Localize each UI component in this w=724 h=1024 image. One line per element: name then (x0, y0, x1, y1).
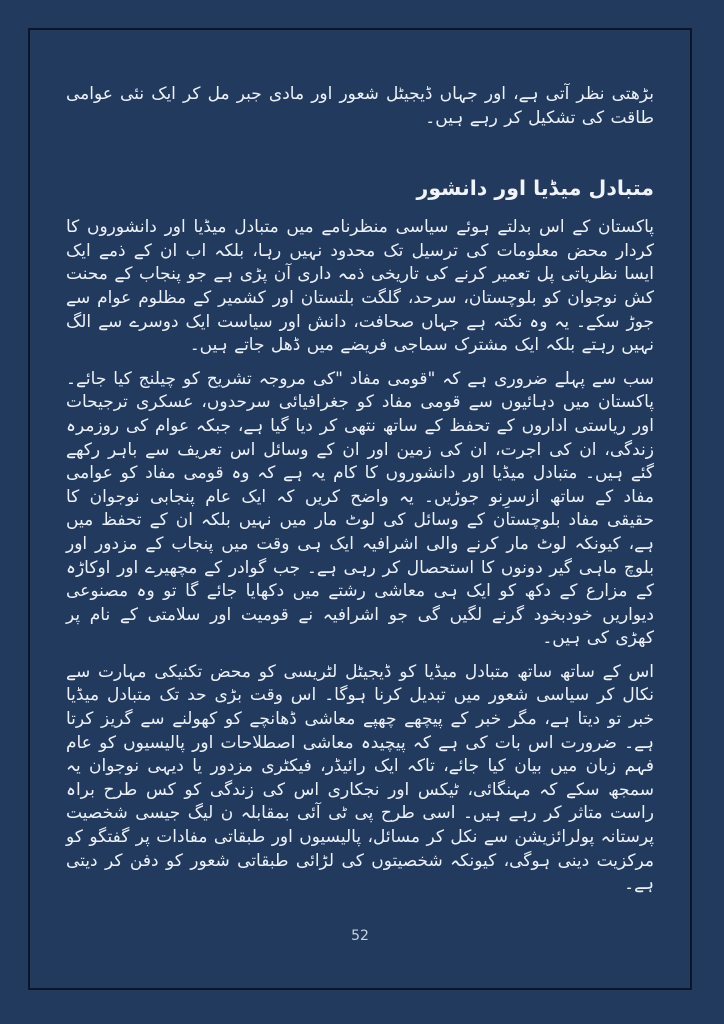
body-paragraph-3: اس کے ساتھ ساتھ متبادل میڈیا کو ڈیجیٹل لٹریسی کو محض تکنیکی مہارت سے نکال کر سیاسی شعور میں تبدیل کرنا ہوگا۔ اس وقت بڑی حد تک متبادل میڈیا خبر تو دیتا ہے، مگر خبر کے پیچھے چھپے معاشی ڈھانچے کو کھولنے سے گریز کرتا ہے۔ ضرورت اس بات کی ہے کہ پیچیدہ معاشی اصطلاحات اور پالیسیوں کو عام فہم زبان میں بیان کیا جائے، تاکہ ایک رائیڈر، فیکٹری مزدور یا دیہی نوجوان یہ سمجھ سکے کہ مہنگائی، ٹیکس اور نجکاری اس کی زندگی کو کس طرح براہ راست متاثر کر رہے ہیں۔ اسی طرح پی ٹی آئی بمقابلہ ن لیگ جیسی شخصیت پرستانہ پولرائزیشن سے نکل کر مسائل، پالیسیوں اور طبقاتی مفادات پر گفتگو کو مرکزیت دینی ہوگی، کیونکہ شخصیتوں کی لڑائی طبقاتی شعور کو دفن کر دیتی ہے۔ (66, 661, 654, 895)
continuation-paragraph: بڑھتی نظر آتی ہے، اور جہاں ڈیجیٹل شعور اور مادی جبر مل کر ایک نئی عوامی طاقت کی تشکیل کر رہے ہیں۔ (66, 84, 654, 128)
page-number: 52 (351, 928, 369, 944)
page-content (66, 83, 654, 907)
body-paragraph-1: پاکستان کے اس بدلتے ہوئے سیاسی منظرنامے میں متبادل میڈیا اور دانشوروں کا کردار محض معلومات کی ترسیل تک محدود نہیں رہا، بلکہ اب ان کے ذمے ایک ایسا نظریاتی پل تعمیر کرنے کی تاریخی ذمہ داری آن پڑی ہے جو پنجاب کے محنت کش نوجوان کو بلوچستان، سرحد، گلگت بلتستان اور کشمیر کے مظلوم عوام سے جوڑ سکے۔ یہ وہ نکتہ ہے جہاں صحافت، دانش اور سیاست ایک دوسرے سے الگ نہیں رہتے بلکہ ایک مشترک سماجی فریضے میں ڈھل جاتے ہیں۔ (66, 217, 654, 356)
section-heading: متبادل میڈیا اور دانشور (416, 176, 654, 201)
body-paragraph-2: سب سے پہلے ضروری ہے کہ "قومی مفاد "کی مروجہ تشریح کو چیلنج کیا جائے۔ پاکستان میں دہائیوں سے قومی مفاد کو جغرافیائی سرحدوں، عسکری ترجیحات اور ریاستی اداروں کے تحفظ کے ساتھ نتھی کر دیا گیا ہے، جبکہ عوام کی روزمرہ زندگی، ان کی اجرت، ان کی زمین اور ان کے وسائل اس تعریف سے باہر رکھے گئے ہیں۔ متبادل میڈیا اور دانشوروں کا کام یہ ہے کہ وہ قومی مفاد کو عوامی مفاد کے ساتھ ازسرِنو جوڑیں۔ یہ واضح کریں کہ ایک عام پنجابی نوجوان کا حقیقی مفاد بلوچستان کے وسائل کی لوٹ مار میں نہیں بلکہ ان کے تحفظ میں ہے، کیونکہ لوٹ مار کرنے والی اشرافیہ ایک ہی وقت میں پنجاب کے مزدور اور بلوچ ماہی گیر دونوں کا استحصال کر رہی ہے۔ جب گوادر کے مچھیرے اور اوکاڑہ کے مزارع کے دکھ کو ایک ہی معاشی رشتے میں دکھایا جائے گا تو وہ مصنوعی دیواریں خودبخود گرنے لگیں گی جو اشرافیہ نے قومیت اور سلامتی کے نام پر کھڑی کی ہیں۔ (66, 368, 654, 649)
page-border-frame (28, 28, 692, 990)
